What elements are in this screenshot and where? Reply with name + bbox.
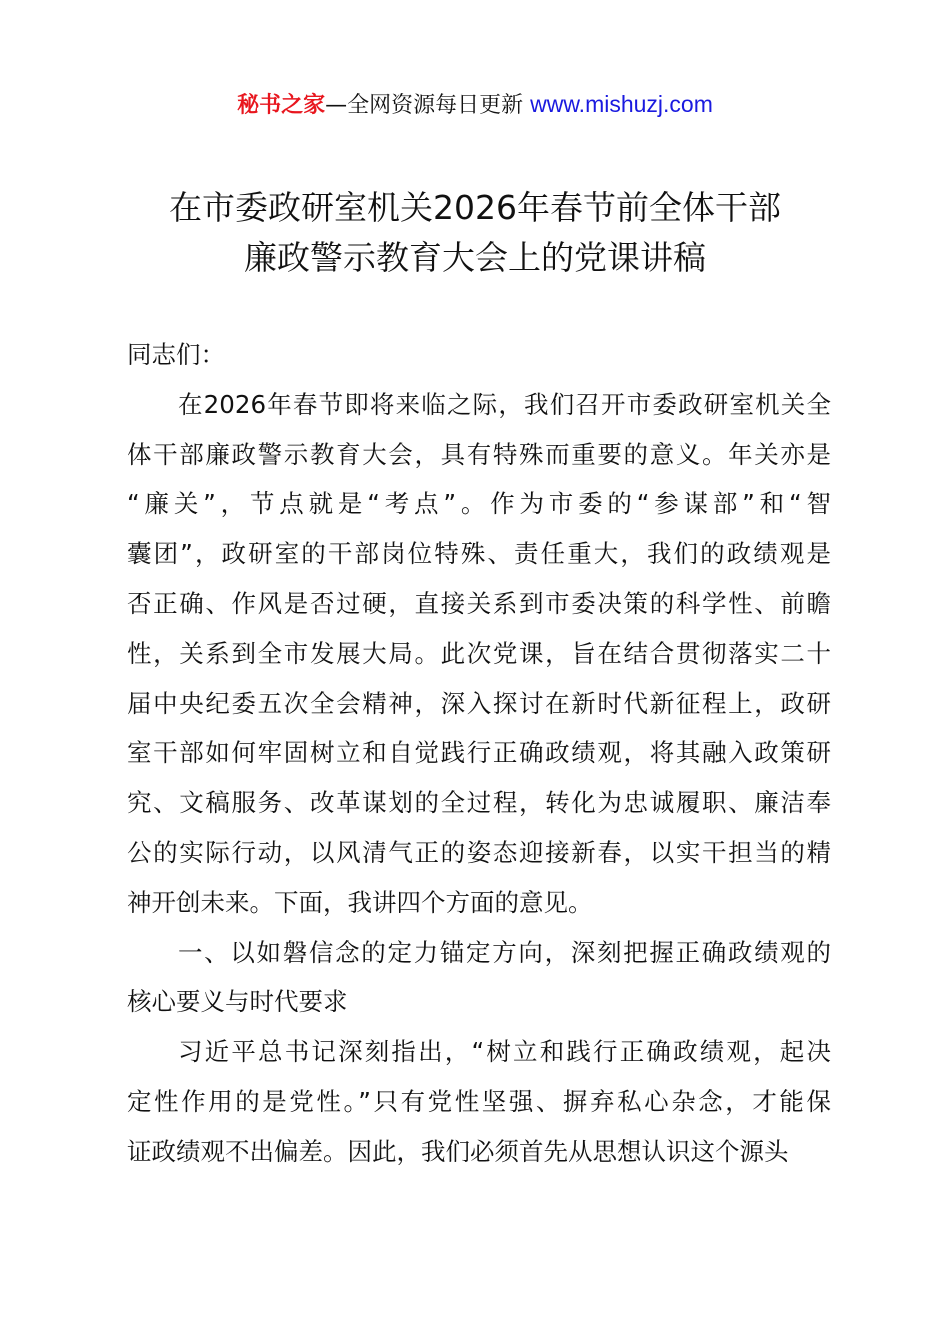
text-line: 一、以如磐信念的定力锚定方向，深刻把握正确政绩观的 [178,937,831,967]
text-line: 究、文稿服务、改革谋划的全过程，转化为忠诚履职、廉洁奉 [127,788,831,818]
paragraph [127,380,831,928]
text-line: 性，关系到全市发展大局。此次党课，旨在结合贯彻落实二十 [127,638,831,668]
title-line-2: 廉政警示教育大会上的党课讲稿 [244,238,706,277]
text-line: 届中央纪委五次全会精神，深入探讨在新时代新征程上，政研 [127,688,831,718]
text-line: 证政绩观不出偏差。因此，我们必须首先从思想认识这个源头 [127,1136,789,1166]
text-line: 在2026年春节即将来临之际，我们召开市委政研室机关全 [178,389,831,419]
text-line: 神开创未来。下面，我讲四个方面的意见。 [127,887,593,917]
document-body [127,330,831,1177]
text-line: 定性作用的是党性。”只有党性坚强、摒弃私心杂念，才能保 [127,1086,831,1116]
text-line: 否正确、作风是否过硬，直接关系到市委决策的科学性、前瞻 [127,588,831,618]
title-line-1: 在市委政研室机关2026年春节前全体干部 [169,188,781,227]
text-line: “廉关”，节点就是“考点”。作为市委的“参谋部”和“智 [127,489,831,519]
site-link[interactable]: www.mishuzj.com [530,91,713,117]
document-title [0,183,950,283]
salutation: 同志们： [127,340,225,369]
slogan: —全网资源每日更新 [325,93,531,118]
text-line: 习近平总书记深刻指出，“树立和践行正确政绩观，起决 [178,1037,831,1067]
brand-name: 秘书之家 [237,93,326,118]
text-line: 体干部廉政警示教育大会，具有特殊而重要的意义。年关亦是 [127,439,831,469]
site-header [0,88,950,122]
paragraph [127,1027,831,1176]
text-line: 公的实际行动，以风清气正的姿态迎接新春，以实干担当的精 [127,837,831,867]
text-line: 囊团”，政研室的干部岗位特殊、责任重大，我们的政绩观是 [127,539,831,569]
text-line: 核心要义与时代要求 [127,987,348,1017]
section-heading [127,928,831,1028]
text-line: 室干部如何牢固树立和自觉践行正确政绩观，将其融入政策研 [127,738,831,768]
